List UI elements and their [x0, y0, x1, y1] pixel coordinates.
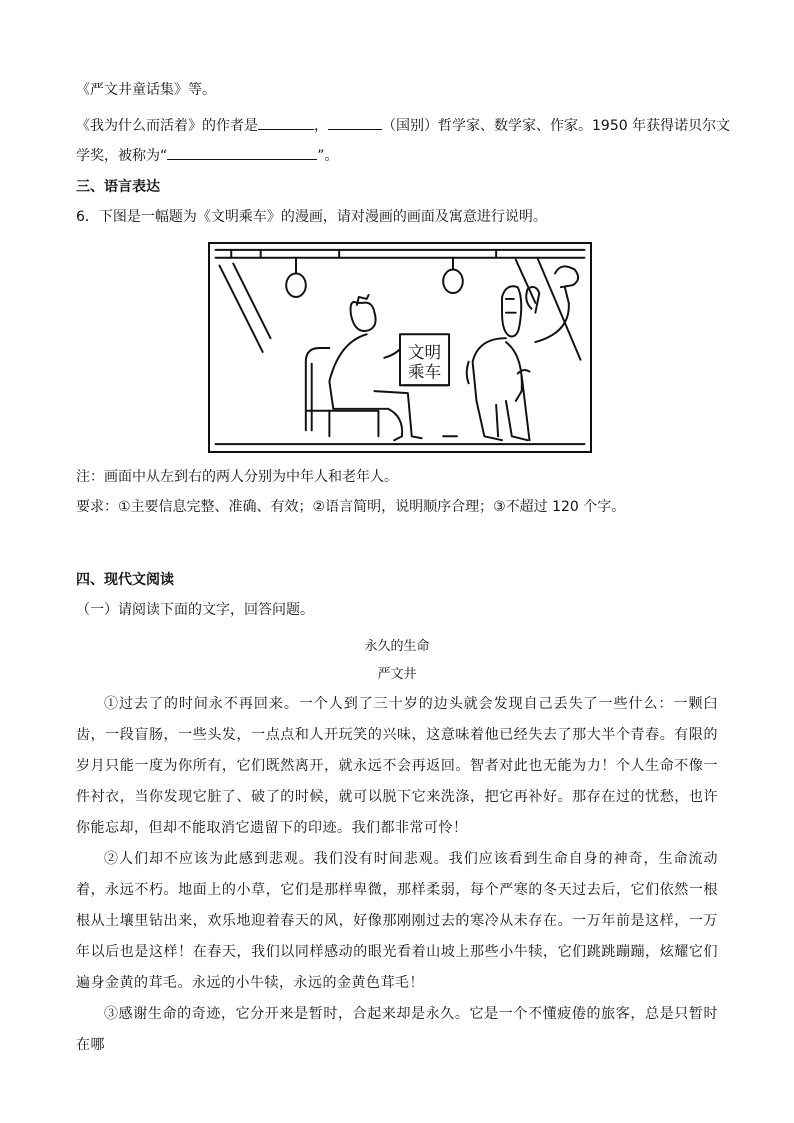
question-text: 学奖，被称为“ [76, 148, 168, 164]
answer-blank-title[interactable] [167, 145, 317, 160]
question-title-line [76, 145, 339, 166]
article-title: 永久的生命 [364, 639, 430, 654]
question-6: 6．下图是一幅题为《文明乘车》的漫画，请对漫画的画面及寓意进行说明。 [76, 209, 547, 225]
article-body [76, 689, 718, 1061]
paragraph-3: ③感谢生命的奇迹，它分开来是暂时，合起来却是永久。它是一个不懂疲倦的旅客，总是只暂时在哪 [76, 1006, 718, 1053]
paragraph-2: ②人们却不应该为此感到悲观。我们没有时间悲观。我们应该看到生命自身的神奇，生命流动着，永远不朽。地面上的小草，它们是那样卑微，那样柔弱，每个严寒的冬天过去后，它们依然一根根从土壤里钻出来，欢乐地迎着春天的风，好像那刚刚过去的寒冷从未存在。一万年前是这样，一万年以后也是这样！在春天，我们以同样感动的眼光看着山坡上那些小牛犊，它们跳跳蹦蹦，炫耀它们遍身金黄的茸毛。永远的小牛犊，永远的金黄色茸毛！ [76, 851, 718, 991]
question-text-end: ”。 [317, 148, 339, 164]
sign-text-1: 文明 [407, 342, 442, 362]
answer-requirement: 要求：①主要信息完整、准确、有效；②语言简明，说明顺序合理；③不超过 120 个字。 [76, 499, 626, 515]
answer-blank-country[interactable] [328, 115, 382, 130]
section-title-reading: 四、现代文阅读 [76, 572, 174, 588]
section-title-language: 三、语言表达 [76, 179, 160, 195]
comic-illustration [208, 242, 592, 453]
paragraph-1: ①过去了的时间永不再回来。一个人到了三十岁的边头就会发现自己丢失了一些什么：一颗臼齿，一段盲肠，一些头发，一点点和人开玩笑的兴味，这意味着他已经失去了那大半个青春。有限的岁月只能一度为你所有，它们既然离开，就永远不会再返回。智者对此也无能为力！个人生命不像一件衬衣，当你发现它脏了、破了的时候，就可以脱下它来洗涤，把它再补好。那存在过的忧愁，也许你能忘却，但却不能取消它遗留下的印迹。我们都非常可怜！ [76, 696, 718, 836]
article-author: 严文井 [377, 667, 417, 682]
answer-blank-author[interactable] [258, 115, 314, 130]
comma-text: ， [314, 118, 328, 134]
line-book-title: 《严文井童话集》等。 [76, 82, 216, 98]
comic-drawing [210, 244, 590, 451]
question-text-cont: （国别）哲学家、数学家、作家。1950 年获得诺贝尔文 [382, 118, 731, 134]
sign-text-2: 乘车 [407, 362, 442, 382]
question-text: 《我为什么而活着》的作者是 [76, 118, 258, 134]
comic-note: 注：画面中从左到右的两人分别为中年人和老年人。 [76, 469, 398, 485]
reading-instruction: （一）请阅读下面的文字，回答问题。 [76, 602, 314, 618]
question-russell-line [76, 115, 730, 136]
